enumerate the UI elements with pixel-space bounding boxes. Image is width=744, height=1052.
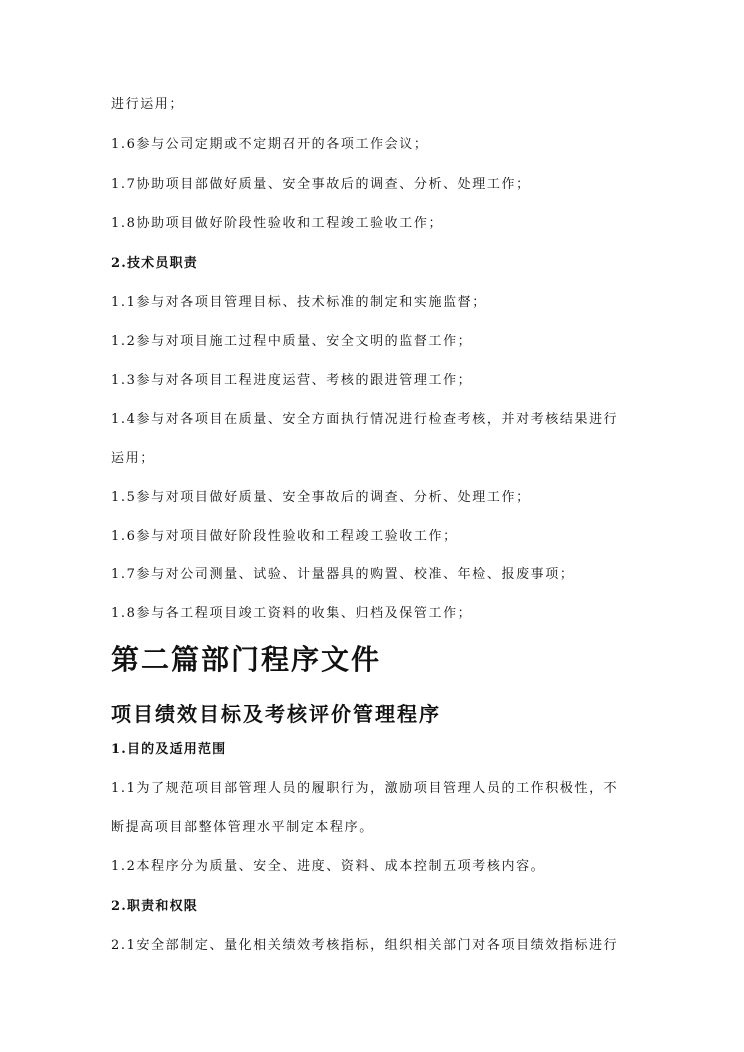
text-line: 1.7参与对公司测量、试验、计量器具的购置、校准、年检、报废事项； xyxy=(111,567,575,582)
text-line: 1.6参与对项目做好阶段性验收和工程竣工验收工作； xyxy=(111,529,458,544)
text-line: 1.6参与公司定期或不定期召开的各项工作会议； xyxy=(111,137,429,152)
text-line: 1.2本程序分为质量、安全、进度、资料、成本控制五项考核内容。 xyxy=(111,859,546,874)
text-line: 1.4参与对各项目在质量、安全方面执行情况进行检查考核，并对考核结果进行 xyxy=(111,412,619,427)
chapter-title: 第二篇部门程序文件 xyxy=(111,643,382,676)
document-title: 项目绩效目标及考核评价管理程序 xyxy=(111,702,441,726)
text-line: 进行运用； xyxy=(111,97,185,112)
text-line: 1.1参与对各项目管理目标、技术标准的制定和实施监督； xyxy=(111,295,487,310)
section-heading: 1.目的及适用范围 xyxy=(111,742,227,757)
text-line: 2.1安全部制定、量化相关绩效考核指标，组织相关部门对各项目绩效指标进行 xyxy=(111,938,619,953)
text-line: 1.3参与对各项目工程进度运营、考核的跟进管理工作； xyxy=(111,373,473,388)
text-line: 运用； xyxy=(111,451,155,466)
text-line: 断提高项目部整体管理水平制定本程序。 xyxy=(111,820,374,835)
text-line: 1.7协助项目部做好质量、安全事故后的调查、分析、处理工作； xyxy=(111,177,531,192)
text-line: 1.2参与对项目施工过程中质量、安全文明的监督工作； xyxy=(111,334,473,349)
text-line: 1.8协助项目做好阶段性验收和工程竣工验收工作； xyxy=(111,216,444,231)
text-line: 1.1为了规范项目部管理人员的履职行为，激励项目管理人员的工作积极性，不 xyxy=(111,781,619,796)
section-heading: 2.职责和权限 xyxy=(111,899,198,914)
section-heading: 2.技术员职责 xyxy=(111,256,198,271)
text-line: 1.8参与各工程项目竣工资料的收集、归档及保管工作； xyxy=(111,606,473,621)
text-line: 1.5参与对项目做好质量、安全事故后的调查、分析、处理工作； xyxy=(111,490,531,505)
